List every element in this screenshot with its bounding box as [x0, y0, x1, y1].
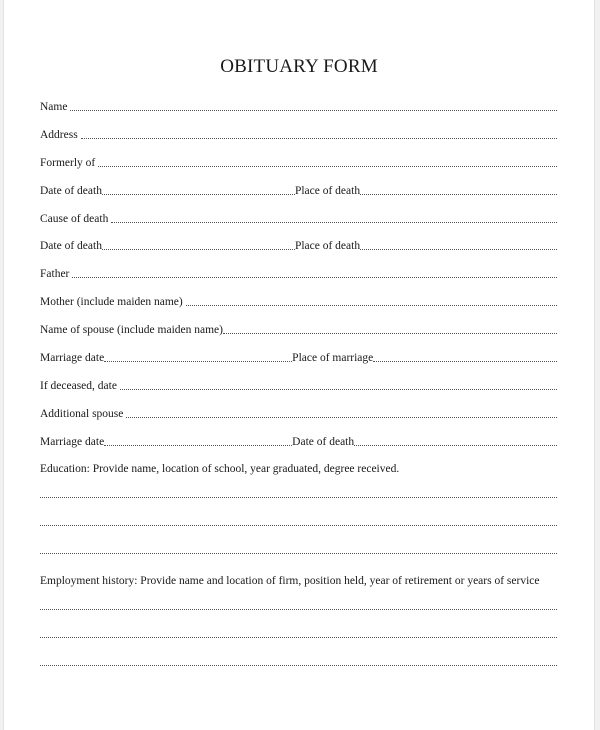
place-of-death-field[interactable] [360, 190, 557, 195]
date-of-death-field-2[interactable] [102, 245, 295, 250]
education-prompt: Education: Provide name, location of school, year graduated, degree received. [40, 463, 400, 475]
marriage-date-label: Marriage date [40, 352, 105, 364]
mother-label: Mother (include maiden name) [40, 296, 183, 308]
marriage-row-1 [40, 350, 557, 366]
place-of-death-field-2[interactable] [360, 245, 557, 250]
if-deceased-row [40, 378, 557, 394]
if-deceased-field[interactable] [120, 385, 557, 390]
employment-prompt: Employment history: Provide name and location of firm, position held, year of retirement or years of service [40, 575, 540, 587]
father-field[interactable] [72, 273, 557, 278]
marriage-date-field-2[interactable] [104, 441, 292, 446]
cause-of-death-field[interactable] [111, 218, 557, 223]
date-of-death-label: Date of death [40, 185, 102, 197]
place-of-death-label-2: Place of death [294, 240, 361, 252]
form-title: OBITUARY FORM [220, 56, 378, 77]
father-row [40, 266, 557, 282]
employment-line-3[interactable] [40, 665, 557, 666]
father-label: Father [40, 268, 70, 280]
additional-spouse-row [40, 406, 557, 422]
additional-spouse-field[interactable] [126, 413, 557, 418]
formerly-of-label: Formerly of [40, 157, 96, 169]
death-row-2 [40, 238, 557, 254]
employment-line-1[interactable] [40, 609, 557, 610]
spouse-label: Name of spouse (include maiden name) [40, 324, 223, 336]
formerly-of-field[interactable] [98, 162, 557, 167]
education-line-3[interactable] [40, 553, 557, 554]
address-row [40, 127, 557, 143]
mother-row [40, 294, 557, 310]
date-of-death-label-3: Date of death [292, 436, 355, 448]
form-page [3, 0, 595, 730]
if-deceased-label: If deceased, date [40, 380, 117, 392]
name-field[interactable] [70, 106, 557, 111]
mother-field[interactable] [186, 301, 557, 306]
name-label: Name [40, 101, 68, 113]
spouse-field[interactable] [223, 329, 557, 334]
date-of-death-label-2: Date of death [40, 240, 102, 252]
formerly-of-row [40, 155, 557, 171]
education-line-2[interactable] [40, 525, 557, 526]
place-of-death-label: Place of death [294, 185, 361, 197]
death-row-1 [40, 183, 557, 199]
address-field[interactable] [81, 134, 557, 139]
marriage-date-label-2: Marriage date [40, 436, 105, 448]
marriage-date-field[interactable] [104, 357, 292, 362]
marriage-row-2 [40, 434, 557, 450]
cause-of-death-row [40, 211, 557, 227]
employment-line-2[interactable] [40, 637, 557, 638]
date-of-death-field[interactable] [102, 190, 295, 195]
spouse-row [40, 322, 557, 338]
address-label: Address [40, 129, 78, 141]
education-line-1[interactable] [40, 497, 557, 498]
place-of-marriage-field[interactable] [373, 357, 557, 362]
name-row [40, 99, 557, 115]
place-of-marriage-label: Place of marriage [292, 352, 374, 364]
additional-spouse-label: Additional spouse [40, 408, 124, 420]
date-of-death-field-3[interactable] [354, 441, 557, 446]
cause-of-death-label: Cause of death [40, 213, 109, 225]
